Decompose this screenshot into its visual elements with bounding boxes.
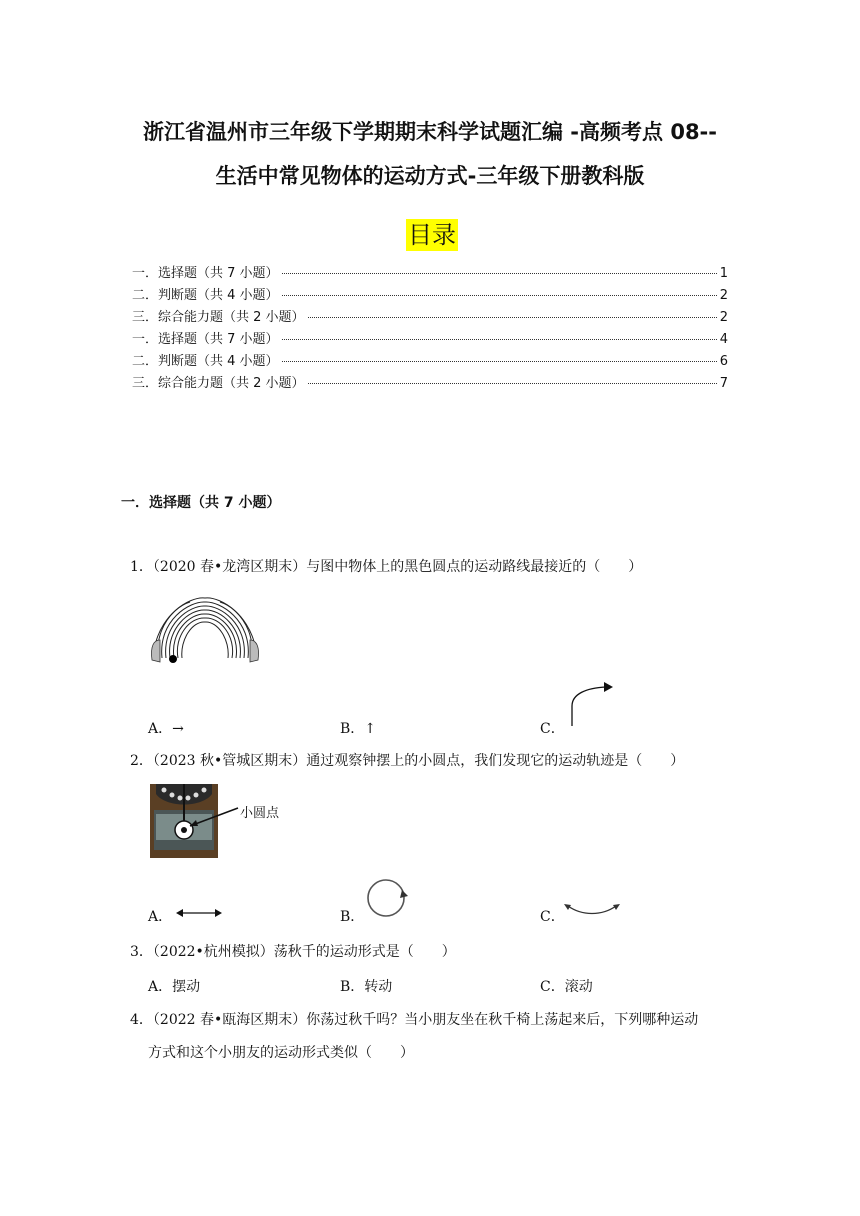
question-3-option-a[interactable]: A．摆动 bbox=[148, 979, 201, 995]
double-arrow-icon bbox=[176, 907, 222, 919]
toc-leader bbox=[308, 317, 717, 318]
question-number: 2． bbox=[130, 753, 153, 769]
question-4-text-continued: 方式和这个小朋友的运动形式类似（ ） bbox=[148, 1045, 414, 1061]
question-number: 4． bbox=[130, 1012, 153, 1028]
toc-heading: 目录 bbox=[408, 221, 456, 249]
question-1-option-b[interactable]: B．↑ bbox=[340, 721, 377, 737]
question-2-option-c[interactable]: C． bbox=[540, 909, 565, 925]
question-1-option-c[interactable]: C． bbox=[540, 721, 565, 737]
question-number: 3． bbox=[130, 944, 153, 960]
toc-leader bbox=[282, 361, 717, 362]
toc-entry-page: 7 bbox=[719, 376, 728, 391]
question-number: 1． bbox=[130, 559, 153, 575]
black-dot bbox=[169, 655, 177, 663]
question-3 bbox=[130, 942, 456, 962]
toc-entry-label: 一．选择题（共 7 小题） bbox=[132, 266, 279, 281]
figure-label: 小圆点 bbox=[240, 806, 280, 821]
section-heading: 一．选择题（共 7 小题） bbox=[121, 495, 281, 511]
question-1 bbox=[130, 557, 642, 577]
document-title-line-1: 浙江省温州市三年级下学期期末科学试题汇编 -高频考点 08-- bbox=[143, 120, 717, 144]
toc-leader bbox=[308, 383, 717, 384]
table-of-contents bbox=[132, 262, 728, 394]
pendulum-clock-figure bbox=[150, 784, 300, 860]
question-2 bbox=[130, 751, 684, 771]
toc-leader bbox=[282, 295, 717, 296]
question-1-option-a[interactable]: A．→ bbox=[148, 721, 184, 737]
toc-entry-label: 三．综合能力题（共 2 小题） bbox=[132, 310, 305, 325]
toc-entry-label: 二．判断题（共 4 小题） bbox=[132, 288, 279, 303]
question-text: （2023 秋•管城区期末）通过观察钟摆上的小圆点，我们发现它的运动轨迹是（ ） bbox=[152, 753, 685, 769]
question-2-option-b[interactable]: B． bbox=[340, 909, 365, 925]
curved-arrow-icon bbox=[566, 682, 616, 728]
toc-entry-page: 1 bbox=[719, 266, 728, 281]
toc-entry-label: 二．判断题（共 4 小题） bbox=[132, 354, 279, 369]
toc-entry[interactable] bbox=[132, 262, 728, 284]
toc-leader bbox=[282, 339, 717, 340]
toc-entry-page: 2 bbox=[719, 288, 728, 303]
question-3-option-c[interactable]: C．滚动 bbox=[540, 979, 593, 995]
document-title-line-2: 生活中常见物体的运动方式-三年级下册教科版 bbox=[215, 164, 645, 188]
toc-entry-page: 6 bbox=[719, 354, 728, 369]
toc-entry[interactable] bbox=[132, 284, 728, 306]
toc-entry[interactable] bbox=[132, 306, 728, 328]
toc-entry-page: 4 bbox=[719, 332, 728, 347]
toc-entry-label: 一．选择题（共 7 小题） bbox=[132, 332, 279, 347]
question-text: （2022 春•瓯海区期末）你荡过秋千吗？当小朋友坐在秋千椅上荡起来后，下列哪种运动 bbox=[152, 1012, 699, 1028]
toc-entry-label: 三．综合能力题（共 2 小题） bbox=[132, 376, 305, 391]
toc-entry-page: 2 bbox=[719, 310, 728, 325]
toc-entry[interactable] bbox=[132, 328, 728, 350]
toc-entry[interactable] bbox=[132, 372, 728, 394]
question-3-option-b[interactable]: B．转动 bbox=[340, 979, 393, 995]
circle-arrow-icon bbox=[364, 876, 412, 920]
question-2-option-a[interactable]: A． bbox=[148, 909, 173, 925]
question-text: （2020 春•龙湾区期末）与图中物体上的黑色圆点的运动路线最接近的（ ） bbox=[152, 559, 643, 575]
question-text: （2022•杭州模拟）荡秋千的运动形式是（ ） bbox=[152, 944, 456, 960]
question-4 bbox=[130, 1010, 698, 1030]
slinky-figure bbox=[150, 596, 260, 666]
arc-arrow-icon bbox=[564, 902, 620, 918]
toc-entry[interactable] bbox=[132, 350, 728, 372]
toc-leader bbox=[282, 273, 717, 274]
